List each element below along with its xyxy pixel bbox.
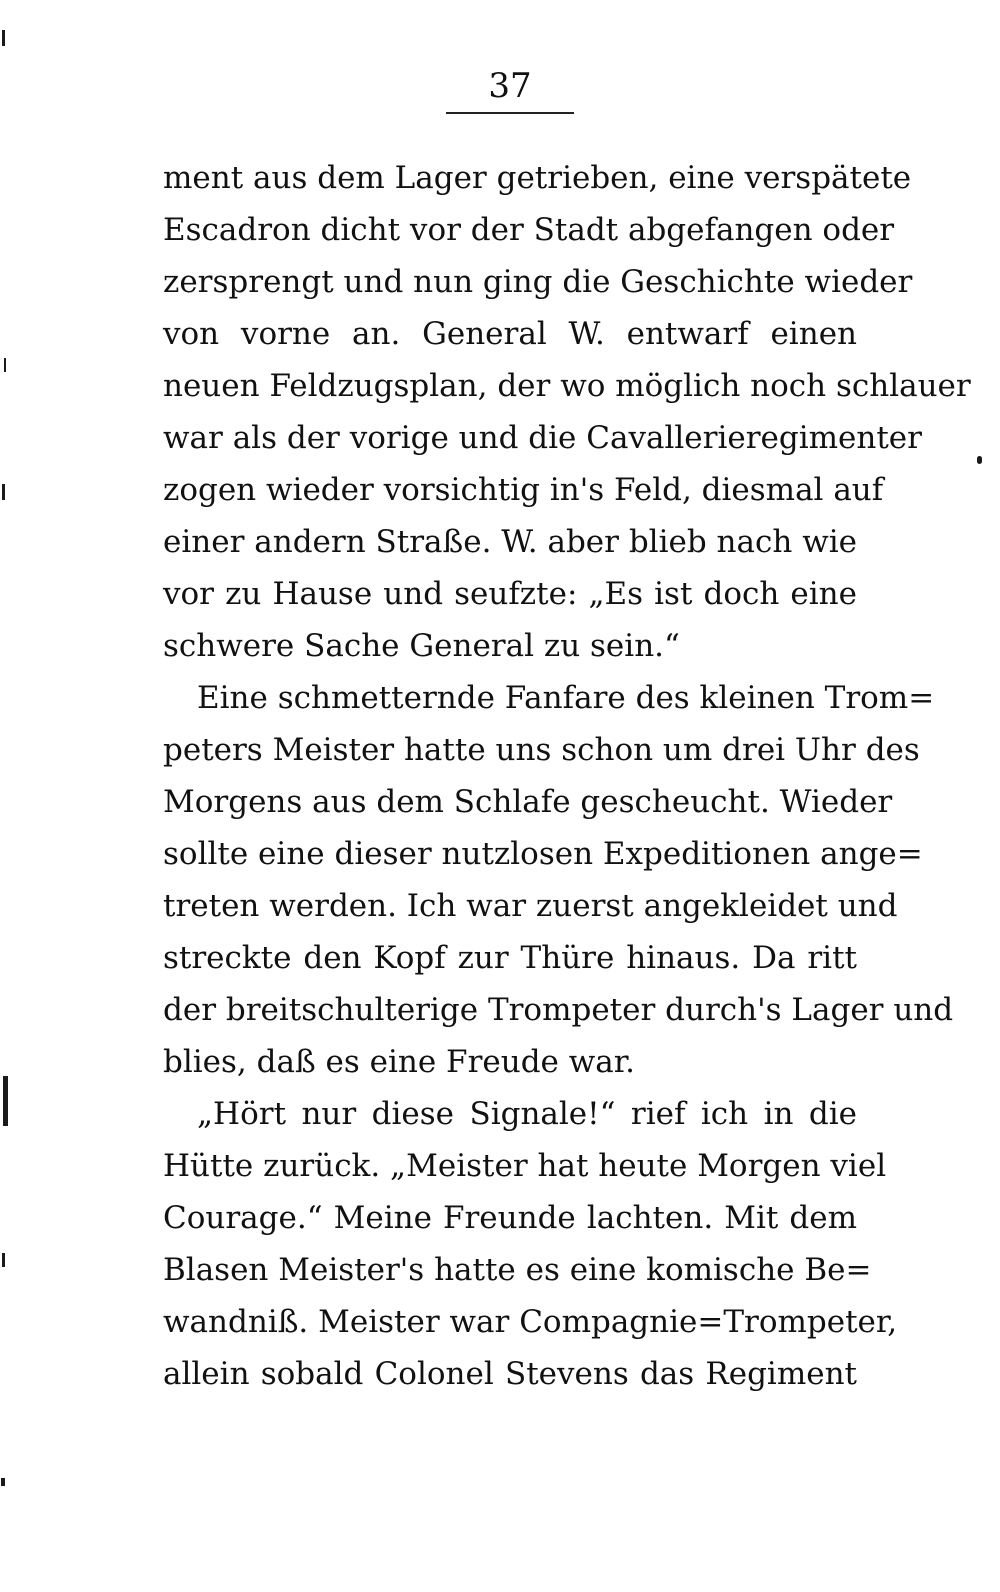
body-text bbox=[163, 152, 971, 1400]
text-line: blies, daß es eine Freude war. bbox=[163, 1044, 636, 1080]
text-line: von vorne an. General W. entwarf einen bbox=[163, 316, 857, 352]
paragraph-start-line: „Hört nur diese Signale!“ rief ich in die bbox=[197, 1096, 857, 1132]
scan-mark bbox=[2, 1253, 5, 1267]
text-line: einer andern Straße. W. aber blieb nach wie bbox=[163, 524, 857, 560]
scan-mark bbox=[977, 456, 982, 464]
scan-mark bbox=[2, 30, 5, 46]
text-line: der breitschulterige Trompeter durch's Lager und bbox=[163, 992, 954, 1028]
text-line: allein sobald Colonel Stevens das Regiment bbox=[163, 1356, 857, 1392]
text-line: war als der vorige und die Cavallerieregimenter bbox=[163, 420, 922, 456]
scan-mark bbox=[1, 1478, 5, 1486]
text-line: Courage.“ Meine Freunde lachten. Mit dem bbox=[163, 1200, 857, 1236]
text-line: Escadron dicht vor der Stadt abgefangen oder bbox=[163, 212, 895, 248]
text-line: ment aus dem Lager getrieben, eine verspätete bbox=[163, 160, 912, 196]
text-line: Blasen Meister's hatte es eine komische Be= bbox=[163, 1252, 872, 1288]
scan-mark bbox=[3, 1076, 8, 1126]
text-line: wandniß. Meister war Compagnie=Trompeter, bbox=[163, 1304, 898, 1340]
scan-mark bbox=[2, 484, 5, 500]
text-line: treten werden. Ich war zuerst angekleidet und bbox=[163, 888, 898, 924]
text-line: Hütte zurück. „Meister hat heute Morgen viel bbox=[163, 1148, 887, 1184]
scan-mark bbox=[4, 358, 6, 372]
text-line: zogen wieder vorsichtig in's Feld, diesmal auf bbox=[163, 472, 884, 508]
text-line: schwere Sache General zu sein.“ bbox=[163, 628, 680, 664]
text-line: neuen Feldzugsplan, der wo möglich noch schlauer bbox=[163, 368, 971, 404]
page-number-rule bbox=[446, 112, 574, 114]
page-number: 37 bbox=[488, 66, 532, 106]
text-line: peters Meister hatte uns schon um drei Uhr des bbox=[163, 732, 920, 768]
text-line: sollte eine dieser nutzlosen Expeditionen ange= bbox=[163, 836, 923, 872]
text-line: zersprengt und nun ging die Geschichte wieder bbox=[163, 264, 913, 300]
text-line: vor zu Hause und seufzte: „Es ist doch eine bbox=[163, 576, 857, 612]
text-line: streckte den Kopf zur Thüre hinaus. Da ritt bbox=[163, 940, 857, 976]
paragraph-start-line: Eine schmetternde Fanfare des kleinen Trom= bbox=[197, 680, 935, 716]
text-line: Morgens aus dem Schlafe gescheucht. Wieder bbox=[163, 784, 893, 820]
